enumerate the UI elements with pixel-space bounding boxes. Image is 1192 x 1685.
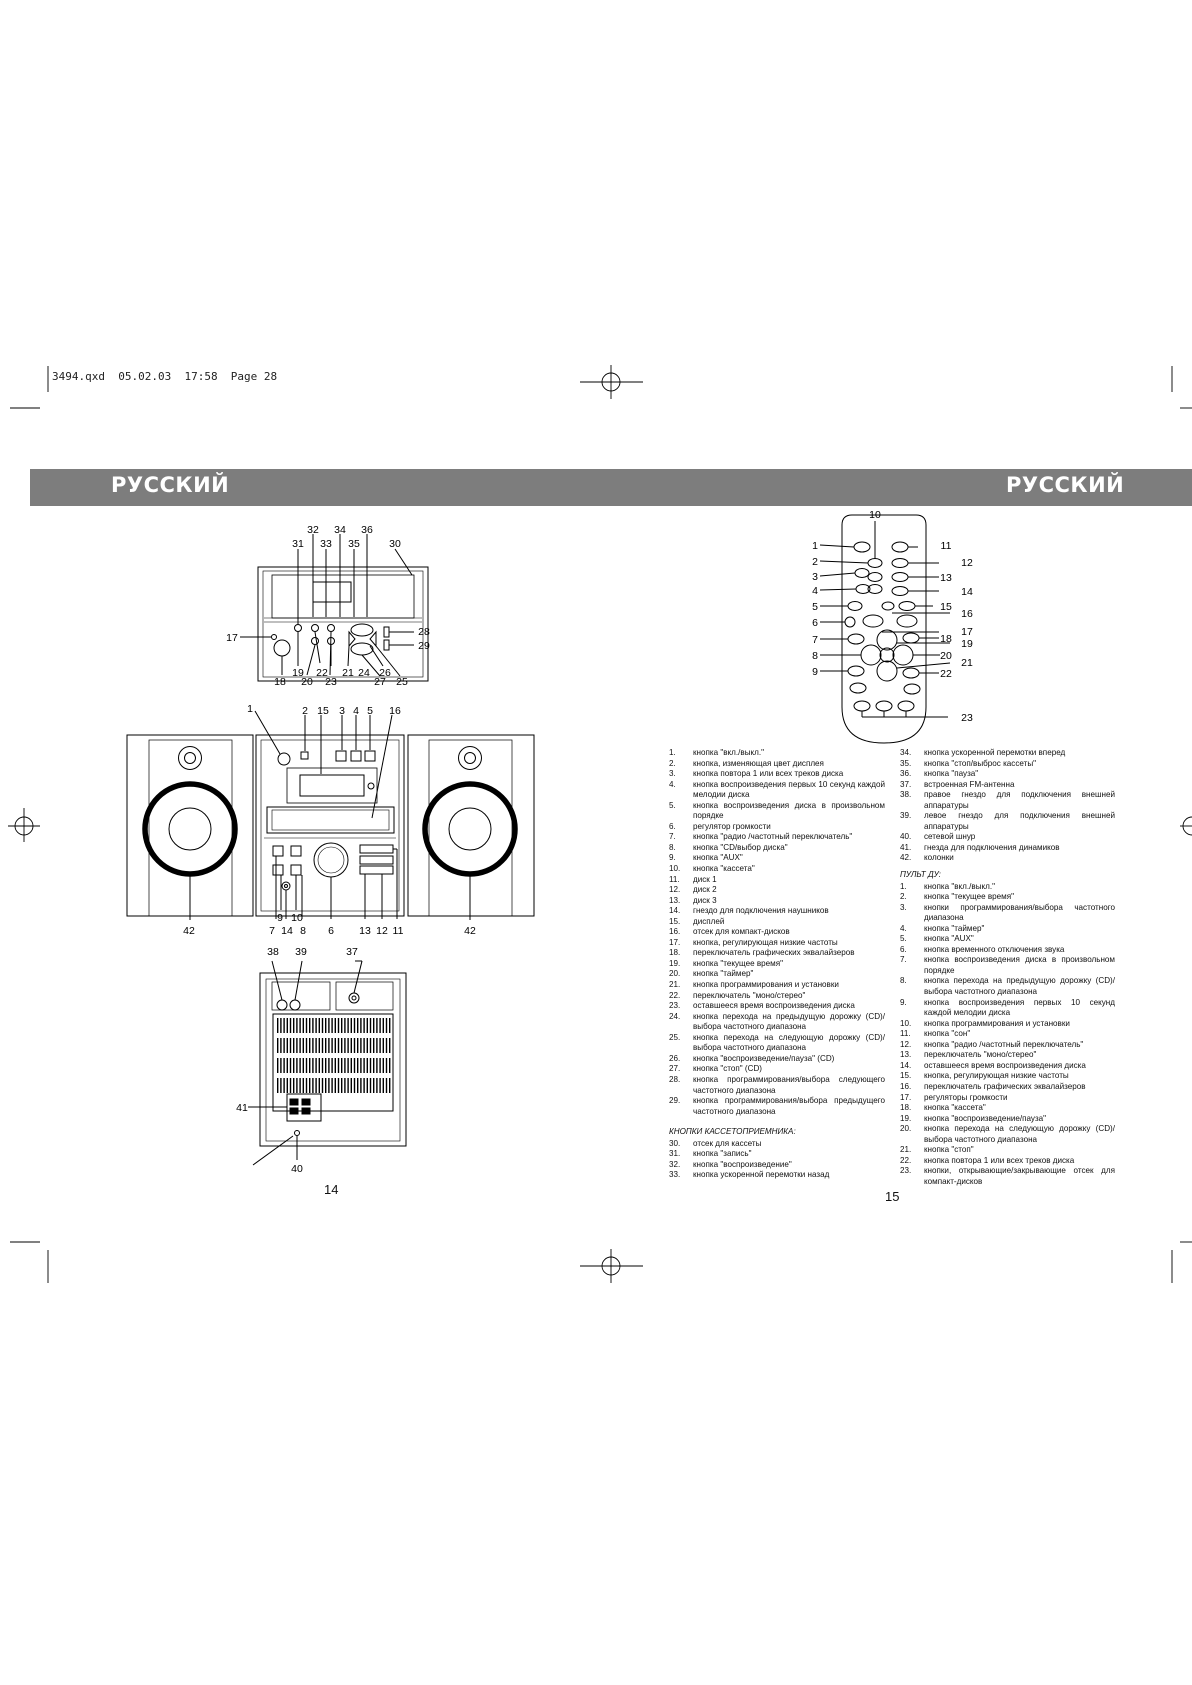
list-item-number: 23. xyxy=(669,1001,681,1011)
list-item xyxy=(900,1082,1115,1093)
list-item-number: 21. xyxy=(900,1145,912,1155)
list-item-number: 6. xyxy=(900,944,907,954)
list-item-number: 8. xyxy=(669,842,676,852)
list-item-text: кнопка, регулирующая низкие частоты xyxy=(924,1071,1069,1081)
list-item-text: кнопка программирования и установки xyxy=(693,980,839,990)
list-item xyxy=(900,780,1115,791)
remote-label-23: 23 xyxy=(961,712,973,724)
registration-mark-bottom xyxy=(580,1249,643,1283)
label-13: 13 xyxy=(359,925,371,937)
remote-label-5: 5 xyxy=(812,601,818,613)
list-item xyxy=(900,748,1115,759)
list-item xyxy=(669,853,885,864)
list-item xyxy=(669,885,885,896)
list-item-number: 40. xyxy=(900,832,912,842)
list-item-number: 10. xyxy=(669,864,681,874)
list-item xyxy=(669,780,885,801)
rear-panel-diagram xyxy=(248,961,406,1165)
label-30: 30 xyxy=(389,538,401,550)
label-39: 39 xyxy=(295,946,307,958)
list-item-text: кнопка ускоренной перемотки назад xyxy=(693,1170,830,1180)
list-item xyxy=(900,832,1115,843)
list-item-number: 25. xyxy=(669,1032,681,1042)
remote-label-19: 19 xyxy=(961,638,973,650)
list-item xyxy=(900,892,1115,903)
label-18: 18 xyxy=(274,676,286,688)
list-item-text: кнопка программирования/выбора следующего частотного диапазона xyxy=(693,1074,885,1095)
list-item-text: кнопка "стоп" (CD) xyxy=(693,1064,762,1074)
list-item-number: 28. xyxy=(669,1074,681,1084)
list-item-number: 16. xyxy=(900,1081,912,1091)
list-item-text: кнопка "радио /частотный переключатель" xyxy=(693,832,853,842)
list-item-text: кнопка "таймер" xyxy=(693,969,754,979)
list-item-number: 7. xyxy=(900,955,907,965)
label-2: 2 xyxy=(302,705,308,717)
parts-list-column-1 xyxy=(669,748,885,1181)
label-25: 25 xyxy=(396,676,408,688)
list-item-text: кнопка "стоп" xyxy=(924,1145,974,1155)
list-item-number: 30. xyxy=(669,1138,681,1148)
list-item-text: гнездо для подключения наушников xyxy=(693,906,829,916)
list-item xyxy=(669,875,885,886)
label-29: 29 xyxy=(418,640,430,652)
label-9: 9 xyxy=(277,912,283,924)
label-33: 33 xyxy=(320,538,332,550)
list-item xyxy=(900,998,1115,1019)
list-item-text: диск 2 xyxy=(693,885,717,895)
remote-label-1: 1 xyxy=(812,540,818,552)
remote-label-6: 6 xyxy=(812,617,818,629)
list-item-number: 12. xyxy=(669,885,681,895)
remote-label-14: 14 xyxy=(961,586,973,598)
page-number-right: 15 xyxy=(885,1189,900,1204)
label-24: 24 xyxy=(358,667,370,679)
label-20: 20 xyxy=(301,676,313,688)
list-item-number: 20. xyxy=(900,1124,912,1134)
list-item-number: 3. xyxy=(669,769,676,779)
list-item-number: 11. xyxy=(669,874,680,884)
label-17: 17 xyxy=(226,632,238,644)
list-item xyxy=(669,1160,885,1171)
remote-label-9: 9 xyxy=(812,666,818,678)
list-item-text: кнопка временного отключения звука xyxy=(924,944,1065,954)
list-item xyxy=(669,832,885,843)
list-item-text: кнопка "текущее время" xyxy=(693,958,783,968)
remote-label-13: 13 xyxy=(940,572,952,584)
list-item-text: кнопка "воспроизведение/пауза" (CD) xyxy=(693,1053,835,1063)
list-item xyxy=(669,938,885,949)
cassette-deck-diagram xyxy=(240,534,428,681)
list-item-number: 1. xyxy=(900,881,907,891)
list-item xyxy=(900,1029,1115,1040)
label-5: 5 xyxy=(367,705,373,717)
list-item-number: 9. xyxy=(669,853,676,863)
label-1: 1 xyxy=(247,703,253,715)
list-item-number: 39. xyxy=(900,811,912,821)
list-item xyxy=(669,1139,885,1150)
list-item-text: левое гнездо для подключения внешней аппаратуры xyxy=(924,811,1115,831)
remote-label-3: 3 xyxy=(812,571,818,583)
list-item-number: 1. xyxy=(669,748,676,757)
list-item-text: кнопка программирования и установки xyxy=(924,1018,1070,1028)
label-19: 19 xyxy=(292,667,304,679)
list-item-number: 18. xyxy=(900,1103,912,1113)
list-item xyxy=(900,1093,1115,1104)
list-item xyxy=(669,1149,885,1160)
list-item xyxy=(669,969,885,980)
list-item-number: 37. xyxy=(900,779,912,789)
list-item-number: 17. xyxy=(669,937,681,947)
list-item-number: 22. xyxy=(669,990,681,1000)
remote-label-10: 10 xyxy=(869,509,881,521)
list-item-number: 5. xyxy=(900,934,907,944)
list-item-text: кнопка перехода на следующую дорожку (CD)/ выбора частотного диапазона xyxy=(924,1124,1115,1144)
list-item xyxy=(669,1064,885,1075)
label-42-left: 42 xyxy=(183,925,195,937)
label-27: 27 xyxy=(374,676,386,688)
list-item-number: 41. xyxy=(900,842,912,852)
list-item-text: кнопка воспроизведения диска в произвольном порядке xyxy=(924,955,1115,975)
label-31: 31 xyxy=(292,538,304,550)
list-item-number: 11. xyxy=(900,1029,911,1039)
list-item-number: 36. xyxy=(900,769,912,779)
diagrams-left xyxy=(0,0,600,1200)
list-item-text: кнопка перехода на следующую дорожку (CD)/ выбора частотного диапазона xyxy=(693,1032,885,1053)
list-item xyxy=(900,1019,1115,1030)
parts-list-column-2 xyxy=(900,748,1115,1187)
list-item-text: кнопка воспроизведения диска в произвольном порядке xyxy=(693,800,885,821)
list-item xyxy=(669,1075,885,1096)
label-12: 12 xyxy=(376,925,388,937)
list-item-number: 2. xyxy=(669,758,676,768)
list-item xyxy=(669,959,885,970)
list-item xyxy=(669,748,885,759)
list-item-number: 19. xyxy=(669,958,681,968)
list-item-number: 10. xyxy=(900,1018,912,1028)
list-item-number: 13. xyxy=(669,895,681,905)
list-item-text: кнопки, открывающие/закрывающие отсек для компакт-дисков xyxy=(924,1166,1115,1186)
label-11: 11 xyxy=(392,925,404,937)
label-37: 37 xyxy=(346,946,358,958)
list-item-number: 12. xyxy=(900,1039,912,1049)
list-item-number: 4. xyxy=(669,779,676,789)
list-item-text: переключатель графических эквалайзеров xyxy=(693,948,855,958)
list-item xyxy=(900,769,1115,780)
list-item xyxy=(900,1124,1115,1145)
list-item-number: 4. xyxy=(900,923,907,933)
label-40: 40 xyxy=(291,1163,303,1175)
label-35: 35 xyxy=(348,538,360,550)
label-4: 4 xyxy=(353,705,359,717)
list-item-text: кнопка "воспроизведение" xyxy=(693,1159,792,1169)
label-42-right: 42 xyxy=(464,925,476,937)
label-41: 41 xyxy=(236,1102,248,1114)
list-item-text: кнопка "сон" xyxy=(924,1029,971,1039)
list-item-text: колонки xyxy=(924,853,954,863)
label-15: 15 xyxy=(317,705,329,717)
list-item xyxy=(669,1170,885,1181)
list-item xyxy=(669,991,885,1002)
list-item-text: диск 1 xyxy=(693,874,717,884)
label-8: 8 xyxy=(300,925,306,937)
remote-label-12: 12 xyxy=(961,557,973,569)
list-item-number: 42. xyxy=(900,853,912,863)
list-item-number: 16. xyxy=(669,927,681,937)
list-item-text: кнопка "запись" xyxy=(693,1149,752,1159)
list-item xyxy=(900,1061,1115,1072)
remote-label-22: 22 xyxy=(940,668,952,680)
list-item xyxy=(669,843,885,854)
list-item-text: оставшееся время воспроизведения диска xyxy=(693,1001,855,1011)
list-item-number: 19. xyxy=(900,1113,912,1123)
remote-label-16: 16 xyxy=(961,608,973,620)
list-item-text: кнопка повтора 1 или всех треков диска xyxy=(924,1155,1075,1165)
list-item-number: 24. xyxy=(669,1011,681,1021)
list-item-number: 5. xyxy=(669,800,676,810)
list-item xyxy=(669,927,885,938)
label-21: 21 xyxy=(342,667,354,679)
list-item-text: гнезда для подключения динамиков xyxy=(924,842,1060,852)
list-item xyxy=(900,790,1115,811)
list-item-text: кнопка "воспроизведение/пауза" xyxy=(924,1113,1047,1123)
list-item-number: 2. xyxy=(900,892,907,902)
list-item-text: кнопка "AUX" xyxy=(693,853,743,863)
list-item-number: 13. xyxy=(900,1050,912,1060)
language-title-left: РУССКИЙ xyxy=(111,473,230,497)
label-26: 26 xyxy=(379,667,391,679)
list-item-number: 3. xyxy=(900,902,907,912)
list-item xyxy=(900,1114,1115,1125)
list-item-number: 6. xyxy=(669,821,676,831)
rear-vent-grille xyxy=(277,1018,390,1093)
list-item-text: правое гнездо для подключения внешней аппаратуры xyxy=(924,790,1115,810)
list-item-text: кнопка "кассета" xyxy=(693,864,755,874)
list-item xyxy=(900,1071,1115,1082)
page-number-left: 14 xyxy=(324,1182,339,1197)
list-item-text: переключатель графических эквалайзеров xyxy=(924,1081,1086,1091)
list-item-text: дисплей xyxy=(693,916,725,926)
list-item-text: сетевой шнур xyxy=(924,832,976,842)
list-item-number: 32. xyxy=(669,1159,681,1169)
list-item xyxy=(900,811,1115,832)
list-item-text: кнопка "вкл./выкл." xyxy=(693,748,764,757)
list-item-number: 7. xyxy=(669,832,676,842)
remote-control-heading: ПУЛЬТ ДУ: xyxy=(900,870,941,880)
registration-mark-right xyxy=(1180,817,1192,835)
label-28: 28 xyxy=(418,626,430,638)
list-item-number: 22. xyxy=(900,1155,912,1165)
label-22: 22 xyxy=(316,667,328,679)
list-item-text: встроенная FM-антенна xyxy=(924,779,1015,789)
list-item xyxy=(669,769,885,780)
list-item-text: кнопка, регулирующая низкие частоты xyxy=(693,937,838,947)
label-6: 6 xyxy=(328,925,334,937)
list-item-text: кнопка "AUX" xyxy=(924,934,974,944)
list-item xyxy=(900,934,1115,945)
list-item-text: кнопка "пауза" xyxy=(924,769,979,779)
list-item-number: 38. xyxy=(900,790,912,800)
list-item-text: переключатель "моно/стерео" xyxy=(924,1050,1037,1060)
list-item xyxy=(900,759,1115,770)
list-item-text: кнопка "вкл./выкл." xyxy=(924,881,995,891)
remote-label-18: 18 xyxy=(940,633,952,645)
label-38: 38 xyxy=(267,946,279,958)
list-item-number: 14. xyxy=(900,1060,912,1070)
list-item xyxy=(669,1096,885,1117)
list-item xyxy=(669,896,885,907)
remote-label-4: 4 xyxy=(812,585,818,597)
list-item-text: кнопка "кассета" xyxy=(924,1103,986,1113)
list-item xyxy=(900,853,1115,864)
list-item-number: 35. xyxy=(900,758,912,768)
list-item-text: кнопка "радио /частотный переключатель" xyxy=(924,1039,1084,1049)
list-item-number: 26. xyxy=(669,1053,681,1063)
label-3: 3 xyxy=(339,705,345,717)
language-title-right: РУССКИЙ xyxy=(1006,473,1125,497)
list-item xyxy=(900,903,1115,924)
list-item xyxy=(900,1103,1115,1114)
list-item xyxy=(900,1050,1115,1061)
list-item xyxy=(900,1040,1115,1051)
list-item-text: диск 3 xyxy=(693,895,717,905)
remote-label-20: 20 xyxy=(940,650,952,662)
list-item-text: кнопки программирования/выбора частотного диапазона xyxy=(924,902,1115,923)
list-item-number: 8. xyxy=(900,976,907,986)
list-item-number: 23. xyxy=(900,1166,912,1176)
list-item xyxy=(900,924,1115,935)
list-item-number: 14. xyxy=(669,906,681,916)
list-item xyxy=(669,822,885,833)
list-item-text: отсек для кассеты xyxy=(693,1138,762,1148)
remote-label-2: 2 xyxy=(812,556,818,568)
list-item xyxy=(900,955,1115,976)
list-item xyxy=(669,980,885,991)
list-item xyxy=(669,1001,885,1012)
list-item xyxy=(900,1145,1115,1156)
remote-label-21: 21 xyxy=(961,657,973,669)
cassette-buttons-heading: КНОПКИ КАССЕТОПРИЕМНИКА: xyxy=(669,1127,796,1137)
print-slug: 3494.qxd 05.02.03 17:58 Page 28 xyxy=(52,370,278,383)
list-item-text: кнопка воспроизведения первых 10 секунд каждой мелодии диска xyxy=(693,779,885,800)
remote-label-11: 11 xyxy=(940,540,952,552)
list-item-number: 15. xyxy=(900,1071,912,1081)
list-item xyxy=(900,1156,1115,1167)
list-item-text: кнопка воспроизведения первых 10 секунд каждой мелодии диска xyxy=(924,997,1115,1018)
label-36: 36 xyxy=(361,524,373,536)
list-item xyxy=(900,945,1115,956)
list-item xyxy=(669,801,885,822)
list-item xyxy=(669,906,885,917)
list-item xyxy=(669,759,885,770)
label-32: 32 xyxy=(307,524,319,536)
list-item-number: 9. xyxy=(900,997,907,1007)
list-item-number: 21. xyxy=(669,980,681,990)
list-item-text: кнопка перехода на предыдущую дорожку (CD)/ выбора частотного диапазона xyxy=(693,1011,885,1032)
remote-control-diagram xyxy=(800,505,1000,745)
list-item-number: 33. xyxy=(669,1170,681,1180)
list-item xyxy=(900,976,1115,997)
label-10: 10 xyxy=(291,912,303,924)
list-item-number: 20. xyxy=(669,969,681,979)
list-item xyxy=(669,1033,885,1054)
list-item-number: 18. xyxy=(669,948,681,958)
list-item-text: кнопка повтора 1 или всех треков диска xyxy=(693,769,844,779)
list-item-text: кнопка "стоп/выброс кассеты" xyxy=(924,758,1037,768)
list-item xyxy=(669,864,885,875)
list-item xyxy=(669,917,885,928)
list-item-text: кнопка, изменяющая цвет дисплея xyxy=(693,758,824,768)
list-item xyxy=(669,1054,885,1065)
list-item xyxy=(669,948,885,959)
list-item-text: кнопка "таймер" xyxy=(924,923,985,933)
list-item-number: 31. xyxy=(669,1149,681,1159)
list-item-text: оставшееся время воспроизведения диска xyxy=(924,1060,1086,1070)
list-item xyxy=(900,882,1115,893)
list-item-number: 17. xyxy=(900,1092,912,1102)
list-item xyxy=(900,1166,1115,1187)
remote-label-17: 17 xyxy=(961,626,973,638)
list-item-text: переключатель "моно/стерео" xyxy=(693,990,806,1000)
list-item-text: регуляторы громкости xyxy=(924,1092,1008,1102)
list-item-text: кнопка программирования/выбора предыдущего частотного диапазона xyxy=(693,1096,885,1116)
list-item xyxy=(900,843,1115,854)
label-34: 34 xyxy=(334,524,346,536)
list-item-number: 27. xyxy=(669,1064,681,1074)
list-item-text: кнопка перехода на предыдущую дорожку (CD)/ выбора частотного диапазона xyxy=(924,976,1115,997)
remote-label-8: 8 xyxy=(812,650,818,662)
list-item-text: отсек для компакт-дисков xyxy=(693,927,790,937)
list-item-text: кнопка "текущее время" xyxy=(924,892,1014,902)
list-item-text: кнопка "CD/выбор диска" xyxy=(693,842,788,852)
list-item xyxy=(669,1012,885,1033)
label-16: 16 xyxy=(389,705,401,717)
label-23: 23 xyxy=(325,676,337,688)
list-item-number: 34. xyxy=(900,748,912,757)
remote-label-15: 15 xyxy=(940,601,952,613)
label-14: 14 xyxy=(281,925,293,937)
list-item-number: 29. xyxy=(669,1096,681,1106)
list-item-text: регулятор громкости xyxy=(693,821,771,831)
label-7: 7 xyxy=(269,925,275,937)
stereo-system-diagram xyxy=(127,711,534,920)
list-item-number: 15. xyxy=(669,916,681,926)
list-item-text: кнопка ускоренной перемотки вперед xyxy=(924,748,1066,757)
remote-label-7: 7 xyxy=(812,634,818,646)
